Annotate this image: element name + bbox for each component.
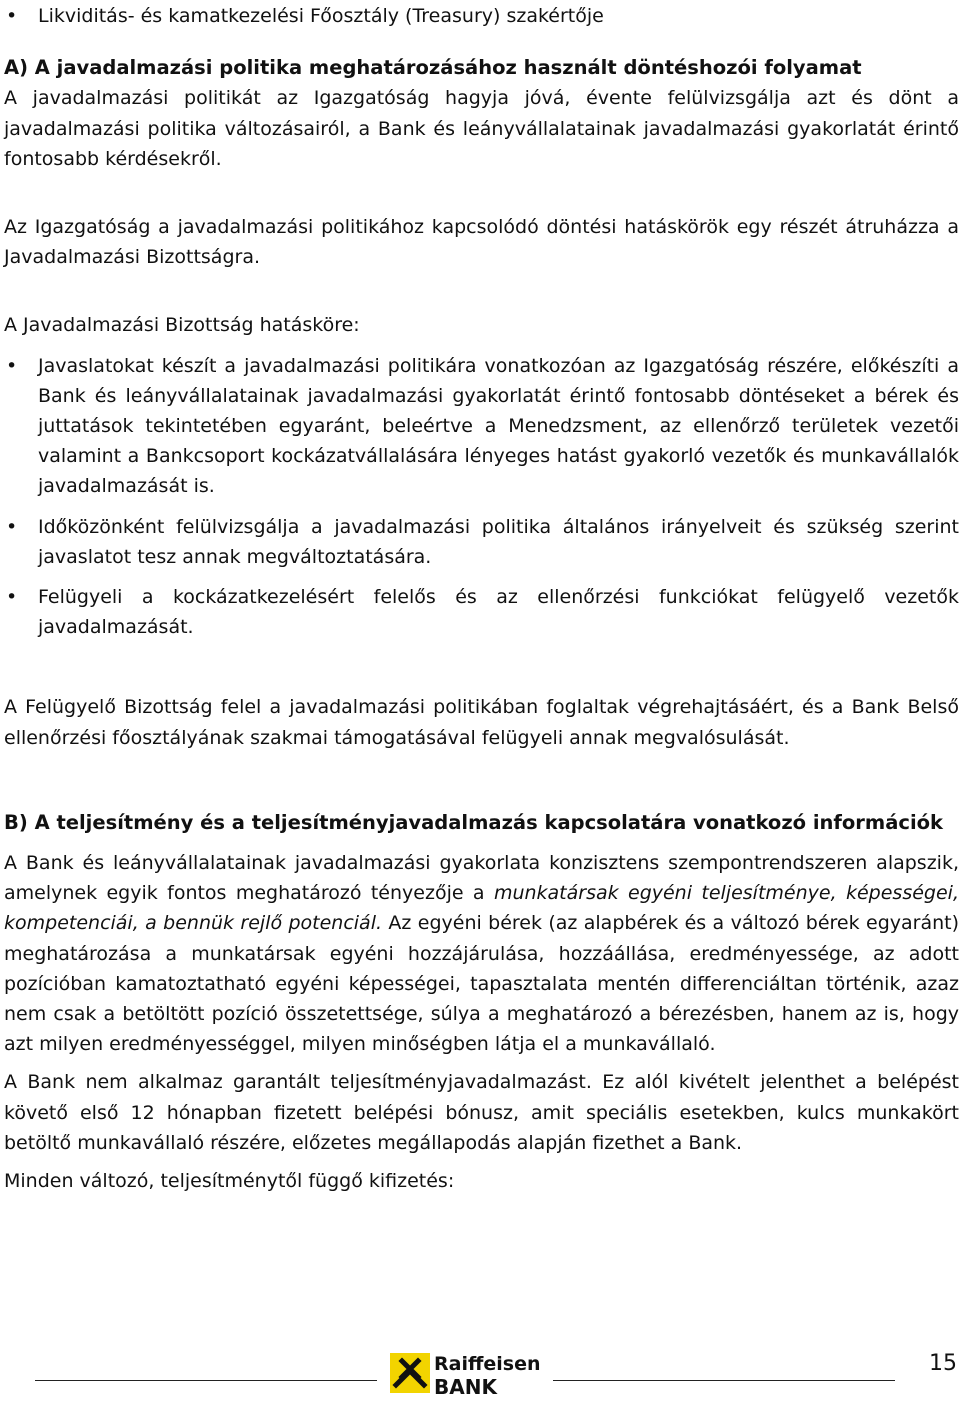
section-b-paragraph-1 — [4, 848, 959, 1059]
section-a-heading: A) A javadalmazási politika meghatározásához használt döntéshozói folyamat — [4, 56, 862, 80]
page-content — [4, 0, 959, 1196]
committee-label: A Javadalmazási Bizottság hatásköre: — [4, 314, 360, 337]
committee-bullet-text-3: Felügyeli a kockázatkezelésért felelős és az ellenőrzési funkciókat felügyelő vezetők javadalmazását. — [38, 586, 959, 639]
section-a-paragraph-3: A Felügyelő Bizottság felel a javadalmazási politikában foglaltak végrehajtásáért, és a Bank Belső ellenőrzési főosztályának szakmai támogatásával felügyeli annak megvalósulását. — [4, 696, 959, 749]
section-b-paragraph-1-part-1: A Bank és leányvállalatainak javadalmazási gyakorlata konzisztens szempontrendszeren alapszik, amelynek egyik fontos meghatározó tényezője a — [4, 852, 959, 905]
section-a-paragraph-1: A javadalmazási politikát az Igazgatóság hagyja jóvá, évente felülvizsgálja azt és dönt a javadalmazási politika változásairól, a Bank és leányvállalatainak javadalmazási gyakorlatát érintő fontosabb kérdésekről. — [4, 87, 959, 170]
committee-bullet-1 — [4, 351, 959, 502]
raiffeisen-wordmark — [434, 1349, 544, 1399]
section-b-paragraph-1-italic: munkatársak egyéni teljesítménye, képességei, kompetenciái, a bennük rejlő potenciál. — [4, 882, 959, 935]
footer-left-rule — [35, 1380, 377, 1381]
page-number: 15 — [929, 1351, 957, 1376]
committee-bullet-text-1: Javaslatokat készít a javadalmazási politikára vonatkozóan az Igazgatóság részére, előkészíti a Bank és leányvállalatainak javadalmazási gyakorlatát érintő fontosabb döntéseket a bérek és juttatások tekintetében egyaránt, beleértve a Menedzsment, az ellenőrző területek vezetői valamint a Bankcsoport kockázatvállalására lényeges hatást gyakorló vezetők és munkavállalók javadalmazását is. — [38, 354, 959, 498]
committee-bullet-3 — [4, 582, 959, 642]
section-b-heading: B) A teljesítmény és a teljesítményjavadalmazás kapcsolatára vonatkozó információk — [4, 810, 944, 834]
bullet-icon: • — [6, 515, 18, 538]
section-a-paragraph-2: Az Igazgatóság a javadalmazási politikához kapcsolódó döntési hatáskörök egy részét átruházza a Javadalmazási Bizottságra. — [4, 216, 959, 269]
raiffeisen-bank-logo — [390, 1349, 542, 1399]
logo-bottom-text: BANK — [434, 1375, 497, 1399]
section-b-paragraph-3: Minden változó, teljesítménytől függő kifizetés: — [4, 1170, 455, 1193]
committee-bullet-text-2: Időközönként felülvizsgálja a javadalmazási politika általános irányelveit és szükség szerint javaslatot tesz annak megváltoztatására. — [38, 515, 959, 568]
section-b-paragraph-2: A Bank nem alkalmaz garantált teljesítményjavadalmazást. Ez alól kivételt jelenthet a belépést követő első 12 hónapban fizetett belépési bónusz, amit speciális esetekben, kulcs munkakört betöltő munkavállaló részére, előzetes megállapodás alapján fizethet a Bank. — [4, 1071, 959, 1154]
top-bullet-text: Likviditás- és kamatkezelési Főosztály (Treasury) szakértője — [38, 5, 604, 27]
page-footer — [0, 1344, 960, 1402]
raiffeisen-gable-cross-icon — [390, 1353, 430, 1393]
logo-top-text: Raiffeisen — [434, 1353, 541, 1375]
bullet-icon: • — [6, 354, 18, 377]
top-bullet-item — [4, 1, 959, 31]
bullet-icon: • — [6, 5, 18, 27]
committee-bullet-2 — [4, 512, 959, 572]
bullet-icon: • — [6, 586, 18, 609]
footer-right-rule — [553, 1380, 895, 1381]
section-b-paragraph-1-part-2: Az egyéni bérek (az alapbérek és a változó bérek egyaránt) meghatározása a munkatársak egyéni hozzájárulása, hozzáállása, eredményessége, az adott pozícióban kamatoztatható egyéni képességei, tapasztalata mentén differenciáltan történik, azaz nem csak a betöltött pozíció összetettsége, súlya a meghatározó a bérezésben, hanem az is, hogy azt milyen eredményességgel, milyen minőségben látja el a munkavállaló. — [4, 912, 960, 1056]
